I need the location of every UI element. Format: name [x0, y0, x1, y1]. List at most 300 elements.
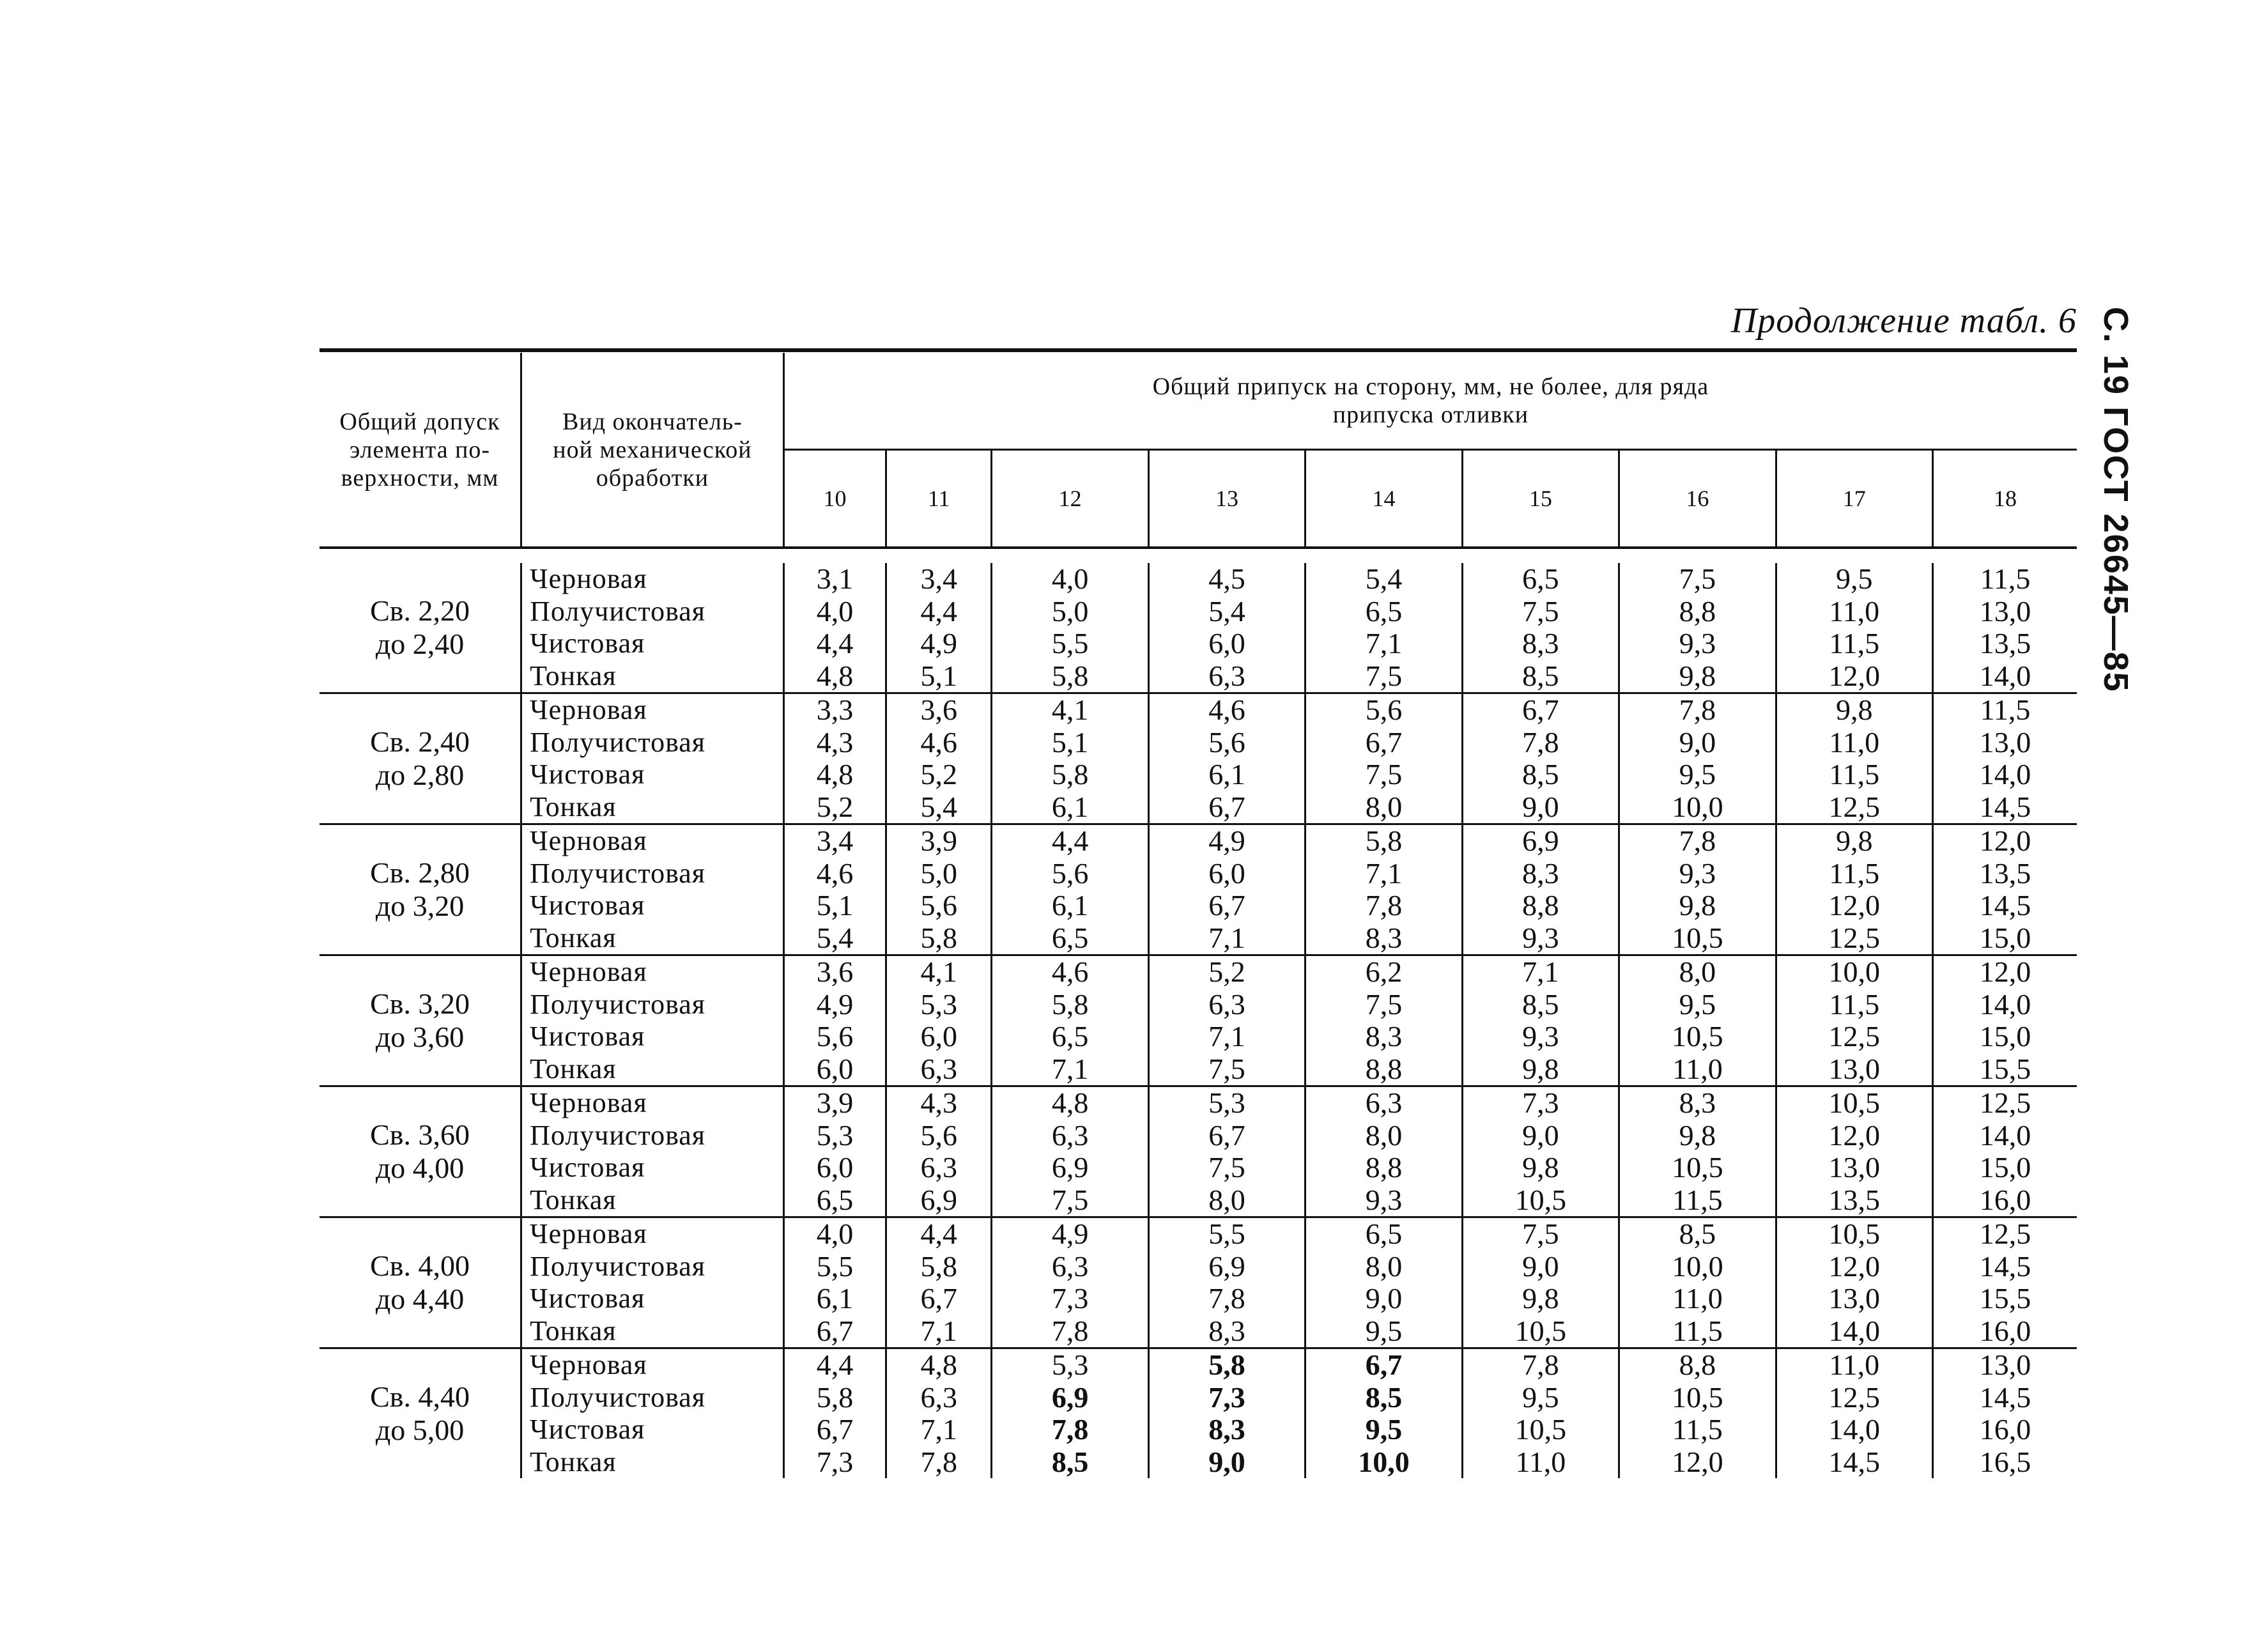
processing-types	[521, 825, 784, 955]
allowance-value: 10,0	[1672, 1249, 1723, 1283]
processing-type-label: Тонкая	[530, 1184, 617, 1216]
allowance-value: 11,0	[1829, 725, 1880, 759]
allowance-value: 6,7	[1365, 1348, 1403, 1381]
allowance-values-col-13	[1148, 825, 1305, 955]
header-row-number: 15	[1462, 450, 1619, 547]
allowance-value: 8,3	[1365, 1020, 1403, 1053]
allowance-value: 12,5	[1828, 1380, 1881, 1414]
allowance-value: 13,0	[1828, 1151, 1881, 1184]
allowance-value: 7,8	[1522, 1348, 1559, 1381]
allowance-value: 7,5	[1522, 1217, 1559, 1250]
allowance-values-col-10	[783, 1218, 886, 1348]
allowance-value: 10,5	[1828, 1086, 1881, 1119]
allowance-values-col-15	[1462, 1218, 1619, 1348]
allowance-value: 4,4	[1051, 824, 1089, 857]
allowance-value: 6,5	[1051, 921, 1089, 954]
allowance-values-col-16	[1619, 1218, 1776, 1348]
allowance-value: 5,5	[816, 1249, 854, 1283]
allowance-value: 9,5	[1522, 1380, 1559, 1414]
allowance-value: 5,8	[920, 1249, 957, 1283]
processing-type-label: Чистовая	[530, 1021, 645, 1052]
allowance-value: 3,1	[816, 562, 854, 595]
allowance-values-col-14	[1306, 825, 1462, 955]
header-processing-type: Вид окончатель- ной механической обработки	[521, 353, 784, 546]
processing-types	[521, 563, 784, 693]
table-row-group	[320, 825, 2077, 955]
allowance-value: 11,5	[1829, 856, 1880, 890]
allowance-value: 6,3	[1208, 659, 1245, 692]
allowance-value: 9,5	[1365, 1314, 1403, 1347]
allowance-value: 8,8	[1522, 889, 1559, 922]
allowance-value: 3,6	[920, 693, 957, 726]
allowance-values-col-15	[1462, 694, 1619, 824]
processing-type-label: Тонкая	[530, 1446, 617, 1478]
allowance-value: 6,7	[1208, 889, 1245, 922]
allowance-value: 6,0	[816, 1151, 854, 1184]
allowance-values-col-17	[1776, 694, 1932, 824]
allowance-value: 5,4	[1365, 562, 1403, 595]
allowance-value: 9,8	[1522, 1052, 1559, 1085]
allowance-values-col-16	[1619, 694, 1776, 824]
processing-type-label: Получистовая	[530, 1381, 706, 1413]
allowance-value: 6,0	[816, 1052, 854, 1085]
allowance-value: 12,0	[1672, 1445, 1723, 1478]
allowance-value: 10,5	[1514, 1314, 1567, 1347]
allowance-value: 9,0	[1365, 1282, 1403, 1315]
allowance-value: 8,8	[1365, 1052, 1403, 1085]
allowance-values-col-18	[1933, 694, 2077, 824]
allowance-value: 12,5	[1828, 790, 1881, 823]
allowance-values-col-13	[1148, 1349, 1305, 1478]
allowance-value: 5,8	[1051, 659, 1089, 692]
processing-type-label: Получистовая	[530, 726, 706, 758]
allowance-values-col-18	[1933, 563, 2077, 693]
header-row-number: 17	[1776, 450, 1932, 547]
tolerance-range: Св. 2,80 до 3,20	[320, 825, 521, 955]
processing-type-label: Чистовая	[530, 1283, 645, 1314]
allowance-value: 8,8	[1365, 1151, 1403, 1184]
allowance-value: 11,0	[1515, 1445, 1566, 1478]
allowance-value: 5,8	[1051, 758, 1089, 791]
processing-type-label: Получистовая	[530, 857, 706, 889]
allowance-value: 8,3	[1208, 1314, 1245, 1347]
allowance-value: 4,0	[816, 1217, 854, 1250]
processing-types	[521, 1349, 784, 1478]
allowance-values-col-18	[1933, 1087, 2077, 1217]
processing-type-label: Тонкая	[530, 1053, 617, 1085]
allowance-values-col-11	[886, 1218, 992, 1348]
processing-type-label: Тонкая	[530, 1315, 617, 1347]
allowance-value: 4,0	[816, 594, 854, 628]
allowance-value: 7,5	[1365, 758, 1403, 791]
allowance-value: 14,0	[1979, 1118, 2031, 1152]
allowance-value: 9,5	[1365, 1413, 1403, 1446]
allowance-value: 13,0	[1979, 725, 2031, 759]
allowance-value: 16,0	[1979, 1314, 2031, 1347]
allowance-values-col-18	[1933, 1218, 2077, 1348]
allowance-value: 6,0	[1208, 856, 1245, 890]
allowance-values-col-12	[992, 694, 1148, 824]
allowance-value: 6,3	[920, 1380, 957, 1414]
allowance-value: 9,3	[1679, 627, 1716, 660]
allowance-value: 4,0	[1051, 562, 1089, 595]
allowance-value: 5,5	[1208, 1217, 1245, 1250]
tolerance-range: Св. 4,00 до 4,40	[320, 1218, 521, 1348]
page-running-header: С. 19 ГОСТ 26645—85	[2097, 307, 2135, 693]
allowance-value: 5,6	[920, 1118, 957, 1152]
allowance-value: 8,8	[1679, 1348, 1716, 1381]
allowance-value: 5,3	[1051, 1348, 1089, 1381]
allowance-value: 9,5	[1679, 987, 1716, 1021]
allowance-value: 6,3	[1365, 1086, 1403, 1119]
allowance-value: 11,0	[1829, 1348, 1880, 1381]
allowance-value: 6,3	[920, 1052, 957, 1085]
allowance-value: 8,0	[1365, 1249, 1403, 1283]
allowance-value: 7,5	[1208, 1151, 1245, 1184]
table-continuation-caption: Продолжение табл. 6	[1730, 301, 2077, 341]
header-spacer	[320, 548, 2077, 563]
allowance-value: 5,6	[1208, 725, 1245, 759]
allowance-value: 6,9	[1208, 1249, 1245, 1283]
processing-type-label: Получистовая	[530, 988, 706, 1020]
allowance-value: 6,5	[1051, 1020, 1089, 1053]
tolerance-range: Св. 3,20 до 3,60	[320, 956, 521, 1086]
table-top-rule	[320, 348, 2077, 352]
table-row-group	[320, 1087, 2077, 1217]
processing-type-label: Черновая	[530, 694, 647, 725]
allowance-value: 12,0	[1979, 955, 2031, 988]
allowance-value: 15,5	[1979, 1282, 2031, 1315]
processing-types	[521, 1218, 784, 1348]
allowance-value: 5,6	[920, 889, 957, 922]
allowance-value: 4,9	[816, 987, 854, 1021]
header-row-number: 18	[1994, 486, 2017, 511]
allowance-value: 10,5	[1514, 1183, 1567, 1216]
allowance-table-grid	[320, 353, 2077, 1478]
allowance-value: 9,0	[1522, 1118, 1559, 1152]
table-header-row	[320, 353, 2077, 450]
allowance-value: 5,0	[1051, 594, 1089, 628]
allowance-value: 5,8	[816, 1380, 854, 1414]
table-row-group	[320, 694, 2077, 824]
allowance-values-col-17	[1776, 563, 1932, 693]
allowance-value: 5,5	[1051, 627, 1089, 660]
processing-type-label: Чистовая	[530, 890, 645, 921]
allowance-values-col-15	[1462, 1087, 1619, 1217]
allowance-value: 11,0	[1829, 594, 1880, 628]
allowance-value: 6,3	[920, 1151, 957, 1184]
allowance-value: 6,7	[1522, 693, 1559, 726]
allowance-value: 7,1	[1365, 627, 1403, 660]
allowance-values-col-14	[1306, 1349, 1462, 1478]
allowance-value: 10,5	[1672, 1151, 1723, 1184]
allowance-value: 16,0	[1979, 1183, 2031, 1216]
allowance-value: 12,5	[1828, 1020, 1881, 1053]
allowance-value: 6,1	[816, 1282, 854, 1315]
allowance-value: 7,8	[920, 1445, 957, 1478]
allowance-value: 11,5	[1829, 987, 1880, 1021]
allowance-value: 5,8	[1365, 824, 1403, 857]
allowance-value: 5,6	[1365, 693, 1403, 726]
allowance-value: 8,3	[1522, 627, 1559, 660]
allowance-value: 11,0	[1672, 1282, 1723, 1315]
allowance-values-col-14	[1306, 1218, 1462, 1348]
allowance-value: 5,1	[816, 889, 854, 922]
allowance-value: 4,3	[816, 725, 854, 759]
allowance-value: 7,1	[1522, 955, 1559, 988]
allowance-value: 4,6	[816, 856, 854, 890]
allowance-value: 7,3	[1208, 1380, 1245, 1414]
allowance-values-col-10	[783, 1349, 886, 1478]
allowance-value: 13,5	[1979, 627, 2031, 660]
allowance-value: 4,6	[920, 725, 957, 759]
allowance-value: 9,8	[1522, 1151, 1559, 1184]
allowance-value: 7,1	[1365, 856, 1403, 890]
allowance-value: 12,0	[1828, 1118, 1881, 1152]
allowance-value: 6,7	[1365, 725, 1403, 759]
allowance-value: 15,0	[1979, 1020, 2031, 1053]
allowance-value: 6,0	[920, 1020, 957, 1053]
allowance-value: 10,5	[1514, 1413, 1567, 1446]
allowance-value: 11,5	[1980, 693, 2031, 726]
allowance-value: 4,8	[1051, 1086, 1089, 1119]
allowance-value: 6,9	[1522, 824, 1559, 857]
allowance-value: 3,4	[816, 824, 854, 857]
allowance-value: 13,5	[1828, 1183, 1881, 1216]
allowance-value: 6,1	[1208, 758, 1245, 791]
allowance-value: 5,0	[920, 856, 957, 890]
allowance-value: 9,0	[1208, 1445, 1245, 1478]
allowance-value: 5,6	[816, 1020, 854, 1053]
allowance-value: 8,5	[1522, 659, 1559, 692]
allowance-values-col-15	[1462, 956, 1619, 1086]
allowance-value: 7,3	[1522, 1086, 1559, 1119]
allowance-value: 8,5	[1365, 1380, 1403, 1414]
allowance-value: 5,3	[816, 1118, 854, 1152]
allowance-value: 4,6	[1051, 955, 1089, 988]
processing-type-label: Чистовая	[530, 1414, 645, 1445]
allowance-value: 5,3	[1208, 1086, 1245, 1119]
allowance-values-col-10	[783, 694, 886, 824]
tolerance-range: Св. 4,40 до 5,00	[320, 1349, 521, 1478]
tolerance-range: Св. 2,40 до 2,80	[320, 694, 521, 824]
allowance-value: 7,8	[1522, 725, 1559, 759]
allowance-value: 4,4	[920, 1217, 957, 1250]
allowance-values-col-13	[1148, 1218, 1305, 1348]
allowance-value: 5,2	[920, 758, 957, 791]
allowance-values-col-12	[992, 563, 1148, 693]
header-tolerance: Общий допуск элемента по- верхности, мм	[320, 353, 521, 546]
allowance-values-col-17	[1776, 825, 1932, 955]
allowance-values-col-10	[783, 825, 886, 955]
allowance-value: 6,7	[1208, 1118, 1245, 1152]
allowance-value: 16,5	[1979, 1445, 2031, 1478]
allowance-value: 8,5	[1522, 987, 1559, 1021]
allowance-value: 5,4	[1208, 594, 1245, 628]
processing-type-label: Получистовая	[530, 595, 706, 627]
allowance-values-col-18	[1933, 1349, 2077, 1478]
allowance-values-col-11	[886, 1087, 992, 1217]
allowance-value: 16,0	[1979, 1413, 2031, 1446]
allowance-value: 9,8	[1679, 659, 1716, 692]
allowance-value: 14,0	[1979, 987, 2031, 1021]
allowance-value: 13,0	[1979, 1348, 2031, 1381]
allowance-value: 8,5	[1051, 1445, 1089, 1478]
allowance-table	[320, 353, 2077, 1478]
allowance-value: 6,1	[1051, 790, 1089, 823]
allowance-values-col-11	[886, 956, 992, 1086]
allowance-value: 6,2	[1365, 955, 1403, 988]
allowance-value: 13,5	[1979, 856, 2031, 890]
allowance-value: 6,7	[1208, 790, 1245, 823]
allowance-value: 14,5	[1979, 889, 2031, 922]
allowance-value: 9,8	[1836, 693, 1873, 726]
allowance-value: 8,5	[1522, 758, 1559, 791]
allowance-value: 9,0	[1522, 790, 1559, 823]
allowance-value: 8,0	[1208, 1183, 1245, 1216]
header-row-number: 16	[1619, 450, 1776, 547]
allowance-value: 7,1	[1208, 921, 1245, 954]
table-row-group	[320, 956, 2077, 1086]
allowance-values-col-13	[1148, 1087, 1305, 1217]
processing-type-label: Тонкая	[530, 922, 617, 953]
processing-type-label: Чистовая	[530, 759, 645, 790]
allowance-value: 4,6	[1208, 693, 1245, 726]
allowance-value: 5,8	[1051, 987, 1089, 1021]
processing-type-label: Черновая	[530, 1349, 647, 1380]
allowance-value: 7,8	[1051, 1413, 1089, 1446]
allowance-value: 5,1	[1051, 725, 1089, 759]
allowance-value: 14,5	[1979, 1380, 2031, 1414]
processing-type-label: Тонкая	[530, 791, 617, 822]
allowance-value: 12,0	[1828, 659, 1881, 692]
processing-type-label: Получистовая	[530, 1119, 706, 1151]
allowance-values-col-10	[783, 956, 886, 1086]
allowance-value: 9,3	[1522, 921, 1559, 954]
allowance-value: 6,7	[816, 1413, 854, 1446]
allowance-values-col-15	[1462, 1349, 1619, 1478]
allowance-value: 14,0	[1979, 758, 2031, 791]
allowance-values-col-12	[992, 1087, 1148, 1217]
allowance-value: 7,8	[1208, 1282, 1245, 1315]
allowance-values-col-17	[1776, 956, 1932, 1086]
processing-type-label: Черновая	[530, 563, 647, 594]
allowance-values-col-11	[886, 825, 992, 955]
allowance-value: 15,0	[1979, 921, 2031, 954]
allowance-value: 7,5	[1051, 1183, 1089, 1216]
allowance-values-col-10	[783, 563, 886, 693]
allowance-value: 8,8	[1679, 594, 1716, 628]
allowance-value: 7,3	[1051, 1282, 1089, 1315]
allowance-value: 10,5	[1672, 921, 1723, 954]
allowance-values-col-13	[1148, 563, 1305, 693]
allowance-value: 4,3	[920, 1086, 957, 1119]
allowance-value: 11,5	[1672, 1183, 1723, 1216]
allowance-value: 15,0	[1979, 1151, 2031, 1184]
allowance-value: 12,5	[1828, 921, 1881, 954]
table-row-group	[320, 563, 2077, 693]
allowance-value: 8,3	[1365, 921, 1403, 954]
allowance-value: 10,5	[1828, 1217, 1881, 1250]
allowance-value: 6,3	[1051, 1118, 1089, 1152]
header-row-number: 13	[1148, 450, 1305, 547]
allowance-value: 4,8	[816, 659, 854, 692]
allowance-value: 10,5	[1672, 1380, 1723, 1414]
allowance-value: 7,8	[1679, 824, 1716, 857]
allowance-value: 4,8	[920, 1348, 957, 1381]
table-row-group	[320, 1349, 2077, 1478]
allowance-value: 11,0	[1672, 1052, 1723, 1085]
allowance-value: 6,5	[1522, 562, 1559, 595]
allowance-value: 14,5	[1979, 1249, 2031, 1283]
allowance-value: 7,8	[1051, 1314, 1089, 1347]
allowance-value: 6,5	[816, 1183, 854, 1216]
allowance-values-col-16	[1619, 825, 1776, 955]
table-row-group	[320, 1218, 2077, 1348]
allowance-value: 9,3	[1679, 856, 1716, 890]
allowance-value: 3,3	[816, 693, 854, 726]
allowance-value: 7,5	[1679, 562, 1716, 595]
allowance-value: 9,5	[1836, 562, 1873, 595]
allowance-values-col-18	[1933, 825, 2077, 955]
allowance-value: 11,5	[1980, 562, 2031, 595]
allowance-value: 7,8	[1365, 889, 1403, 922]
allowance-value: 9,0	[1679, 725, 1716, 759]
allowance-value: 13,0	[1828, 1282, 1881, 1315]
allowance-value: 6,3	[1051, 1249, 1089, 1283]
allowance-value: 13,0	[1828, 1052, 1881, 1085]
allowance-value: 11,5	[1829, 627, 1880, 660]
allowance-value: 6,5	[1365, 594, 1403, 628]
allowance-value: 8,5	[1679, 1217, 1716, 1250]
allowance-value: 8,0	[1365, 1118, 1403, 1152]
allowance-value: 3,4	[920, 562, 957, 595]
allowance-values-col-14	[1306, 1087, 1462, 1217]
allowance-value: 10,5	[1672, 1020, 1723, 1053]
allowance-value: 6,1	[1051, 889, 1089, 922]
allowance-values-col-16	[1619, 1349, 1776, 1478]
allowance-value: 7,3	[816, 1445, 854, 1478]
allowance-value: 10,0	[1358, 1445, 1410, 1478]
allowance-value: 4,9	[920, 627, 957, 660]
allowance-value: 7,8	[1679, 693, 1716, 726]
allowance-values-col-17	[1776, 1218, 1932, 1348]
allowance-value: 3,9	[920, 824, 957, 857]
allowance-values-col-18	[1933, 956, 2077, 1086]
allowance-value: 9,8	[1679, 889, 1716, 922]
allowance-value: 7,5	[1365, 659, 1403, 692]
allowance-value: 3,6	[816, 955, 854, 988]
allowance-value: 5,2	[816, 790, 854, 823]
allowance-values-col-17	[1776, 1349, 1932, 1478]
allowance-values-col-16	[1619, 1087, 1776, 1217]
allowance-value: 6,0	[1208, 627, 1245, 660]
allowance-value: 10,0	[1828, 955, 1881, 988]
allowance-value: 9,8	[1522, 1282, 1559, 1315]
processing-type-label: Черновая	[530, 956, 647, 987]
allowance-value: 7,5	[1522, 594, 1559, 628]
allowance-value: 10,0	[1672, 790, 1723, 823]
allowance-values-col-16	[1619, 956, 1776, 1086]
allowance-value: 8,3	[1522, 856, 1559, 890]
processing-types	[521, 694, 784, 824]
processing-type-label: Черновая	[530, 825, 647, 856]
processing-types	[521, 956, 784, 1086]
header-row-number: 12	[992, 450, 1148, 547]
allowance-values-col-12	[992, 1349, 1148, 1478]
allowance-value: 4,4	[816, 1348, 854, 1381]
allowance-value: 5,6	[1051, 856, 1089, 890]
